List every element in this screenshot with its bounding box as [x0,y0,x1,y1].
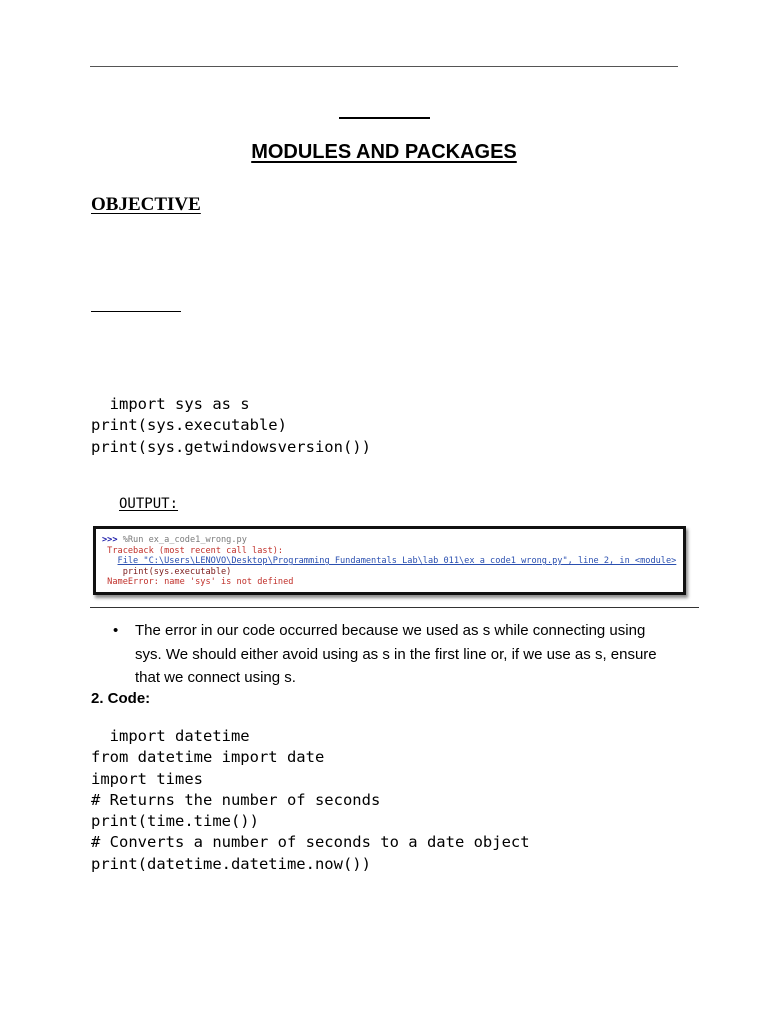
code-heading: 2. Code: [91,690,151,707]
console-code-line: print(sys.executable) [102,566,232,577]
objective-heading: OBJECTIVE [91,194,201,215]
code-line: import datetime [91,727,250,745]
console-prompt: >>> [102,535,118,545]
output-label: OUTPUT: [119,496,179,512]
code-line: print(sys.executable) [91,416,287,435]
explanation-list [106,619,676,690]
console-traceback: Traceback (most recent call last): [102,545,284,556]
console-file-link: File "C:\Users\LENOVO\Desktop\Programming Fundamentals Lab\lab 011\ex a code1 wrong.py", line 2, in <module> [117,556,677,567]
header-bar [339,117,430,119]
console-run-line [102,535,677,546]
page-title: MODULES AND PACKAGES [251,141,517,163]
section-rule [90,607,699,608]
list-item [106,619,676,690]
top-rule [90,66,678,67]
code-line: # Returns the number of seconds [91,790,381,809]
bullet-icon: • [113,622,119,639]
code-line: import times [91,769,203,788]
code-block-2 [91,726,530,875]
code-line: import sys as s [91,395,250,413]
code-line: print(time.time()) [91,812,259,831]
code-line: print(sys.getwindowsversion()) [91,437,371,456]
code-line: from datetime import date [91,748,325,767]
console-run-command: %Run ex_a_code1_wrong.py [117,535,247,545]
code-line: # Converts a number of seconds to a date object [91,833,530,852]
console-screenshot [93,526,686,595]
console-error: NameError: name 'sys' is not defined [102,577,294,588]
blank-underline [91,311,181,312]
explanation-text: The error in our code occurred because we used as s while connecting using sys. We should either avoid using as s in the first line or, if we use as s, ensure that we connect using s. [135,622,657,686]
code-block-1 [91,394,371,458]
code-line: print(datetime.datetime.now()) [91,854,371,873]
console-file-row [102,556,677,567]
